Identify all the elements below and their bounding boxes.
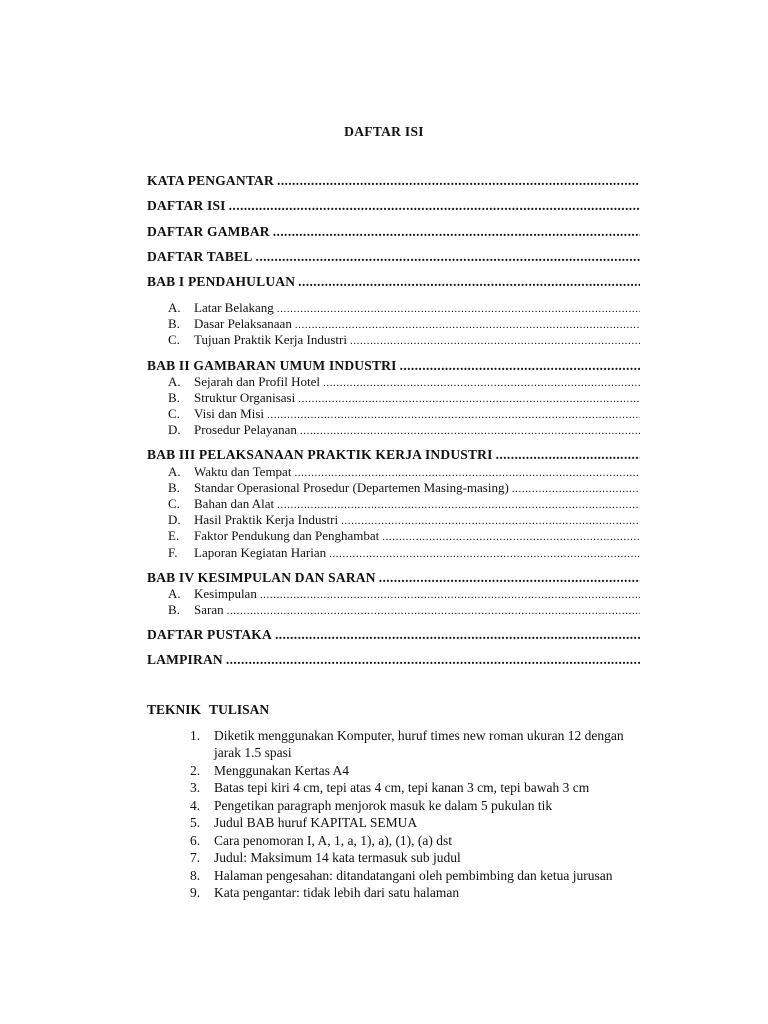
toc-entry-label: Visi dan Misi [194,406,265,421]
toc-entry-label: BAB III PELAKSANAAN PRAKTIK KERJA INDUSTRI [147,447,493,462]
toc-entry-label: Waktu dan Tempat [194,464,292,479]
toc-entry [147,274,640,290]
toc-subentry [168,390,640,406]
toc-subentry-letter: C. [168,332,180,347]
list-item-text: Kata pengantar: tidak lebih dari satu halaman [214,885,460,900]
toc-entry-label: BAB II GAMBARAN UMUM INDUSTRI [147,358,397,373]
toc-subentry [168,300,640,316]
toc-entry-label: Kesimpulan [194,586,257,601]
list-item-number: 4. [190,797,201,813]
toc-entry [147,652,640,668]
list-item-number: 8. [190,867,201,883]
dot-leader [300,425,640,437]
dot-leader [277,173,640,189]
toc-entry [147,570,640,586]
list-item-number: 9. [190,885,201,900]
toc-entry-label: BAB I PENDAHULUAN [147,274,296,289]
list-item [190,867,650,884]
toc-entry [147,224,640,240]
toc-subentry [168,332,640,348]
toc-subentry [168,374,640,390]
toc-subentry [168,602,640,618]
page-title: DAFTAR ISI [344,124,424,139]
list-item [190,797,650,814]
list-item-text: Menggunakan Kertas A4 [214,762,349,778]
toc-entry [147,249,640,265]
toc-entry-label: Struktur Organisasi [194,390,296,405]
toc-subentry-letter: A. [168,300,181,315]
toc-subentry-letter: A. [168,586,181,601]
toc-subentry-letter: E. [168,528,180,543]
list-item-number: 1. [190,728,201,743]
toc-subentry-letter: B. [168,480,180,495]
writing-rules-list [190,727,650,902]
toc-entry-label: DAFTAR ISI [147,198,226,213]
toc-entry-label: Latar Belakang [194,300,274,315]
toc-subentry-letter: C. [168,496,180,511]
list-item-text: Judul: Maksimum 14 kata termasuk sub judul [214,850,461,865]
dot-leader [341,515,640,527]
dot-leader [323,377,640,389]
list-item-number: 5. [190,815,201,830]
toc-subentry-letter: B. [168,390,180,405]
list-item-text: Cara penomoran I, A, 1, a, 1), a), (1), (a) dst [214,832,453,848]
list-item-number: 7. [190,850,201,865]
dot-leader [400,358,640,374]
toc-entry-label: Prosedur Pelayanan [194,422,297,437]
dot-leader [512,483,640,495]
toc-entry-label: BAB IV KESIMPULAN DAN SARAN [147,570,376,585]
dot-leader [379,570,640,586]
toc-entry [147,198,640,214]
list-item-text: Pengetikan paragraph menjorok masuk ke dalam 5 pukulan tik [214,797,553,813]
toc-subentry [168,480,640,496]
toc-subentry-letter: A. [168,464,181,479]
toc-entry-label: Hasil Praktik Kerja Industri [194,512,339,527]
toc-entry-label: LAMPIRAN [147,652,223,667]
dot-leader [275,627,640,643]
list-item-text: Diketik menggunakan Komputer, huruf times new roman ukuran 12 dengan jarak 1.5 spasi [214,728,624,760]
toc-subentry [168,528,640,544]
toc-entry-label: Dasar Pelaksanaan [194,316,292,331]
toc-subentry-letter: F. [168,545,178,560]
toc-subentry [168,496,640,512]
dot-leader [260,589,640,601]
dot-leader [227,605,640,617]
toc-subentry [168,586,640,602]
toc-subentry [168,316,640,332]
list-item [190,779,650,796]
toc-entry [147,173,640,189]
dot-leader [295,319,640,331]
list-item-text: Batas tepi kiri 4 cm, tepi atas 4 cm, tepi kanan 3 cm, tepi bawah 3 cm [214,780,590,795]
dot-leader [226,652,640,668]
toc-subentry-letter: D. [168,422,181,437]
list-item-number: 2. [190,762,201,778]
list-item [190,727,650,761]
dot-leader [329,548,640,560]
dot-leader [496,447,640,463]
toc-subentry-letter: D. [168,512,181,527]
toc-entry-label: DAFTAR TABEL [147,249,253,264]
toc-subentry [168,406,640,422]
dot-leader [350,335,640,347]
toc-subentry [168,464,640,480]
list-item-number: 3. [190,780,201,795]
toc-entry-label: DAFTAR PUSTAKA [147,627,272,642]
dot-leader [294,467,640,479]
dot-leader [267,409,640,421]
list-item [190,762,650,779]
list-item [190,832,650,849]
dot-leader [298,274,640,290]
dot-leader [256,249,640,265]
toc-entry-label: Faktor Pendukung dan Penghambat [194,528,380,543]
dot-leader [382,531,640,543]
list-item [190,884,650,901]
toc-entry-label: Bahan dan Alat [194,496,275,511]
list-item [190,849,650,866]
list-item [190,814,650,831]
toc-subentry-letter: B. [168,602,180,617]
list-item-text: Halaman pengesahan: ditandatangani oleh pembimbing dan ketua jurusan [214,867,613,883]
toc-entry-label: DAFTAR GAMBAR [147,224,270,239]
list-item-number: 6. [190,832,201,848]
dot-leader [277,499,640,511]
toc-entry [147,358,640,374]
dot-leader [229,198,640,214]
toc-entry-label: Standar Operasional Prosedur (Departemen Masing-masing) [194,480,509,495]
dot-leader [298,393,640,405]
list-item-text: Judul BAB huruf KAPITAL SEMUA [214,815,418,830]
toc-subentry [168,545,640,561]
dot-leader [273,224,640,240]
toc-subentry-letter: A. [168,374,181,389]
toc-entry [147,447,640,463]
dot-leader [277,303,640,315]
toc-subentry [168,422,640,438]
toc-subentry [168,512,640,528]
toc-entry-label: Tujuan Praktik Kerja Industri [194,332,347,347]
toc-subentry-letter: B. [168,316,180,331]
toc-entry [147,627,640,643]
toc-entry-label: Sejarah dan Profil Hotel [194,374,320,389]
toc-entry-label: KATA PENGANTAR [147,173,274,188]
toc-entry-label: Saran [194,602,224,617]
section-title-teknik: TEKNIK TULISAN [147,702,270,717]
toc-entry-label: Laporan Kegiatan Harian [194,545,327,560]
toc-subentry-letter: C. [168,406,180,421]
